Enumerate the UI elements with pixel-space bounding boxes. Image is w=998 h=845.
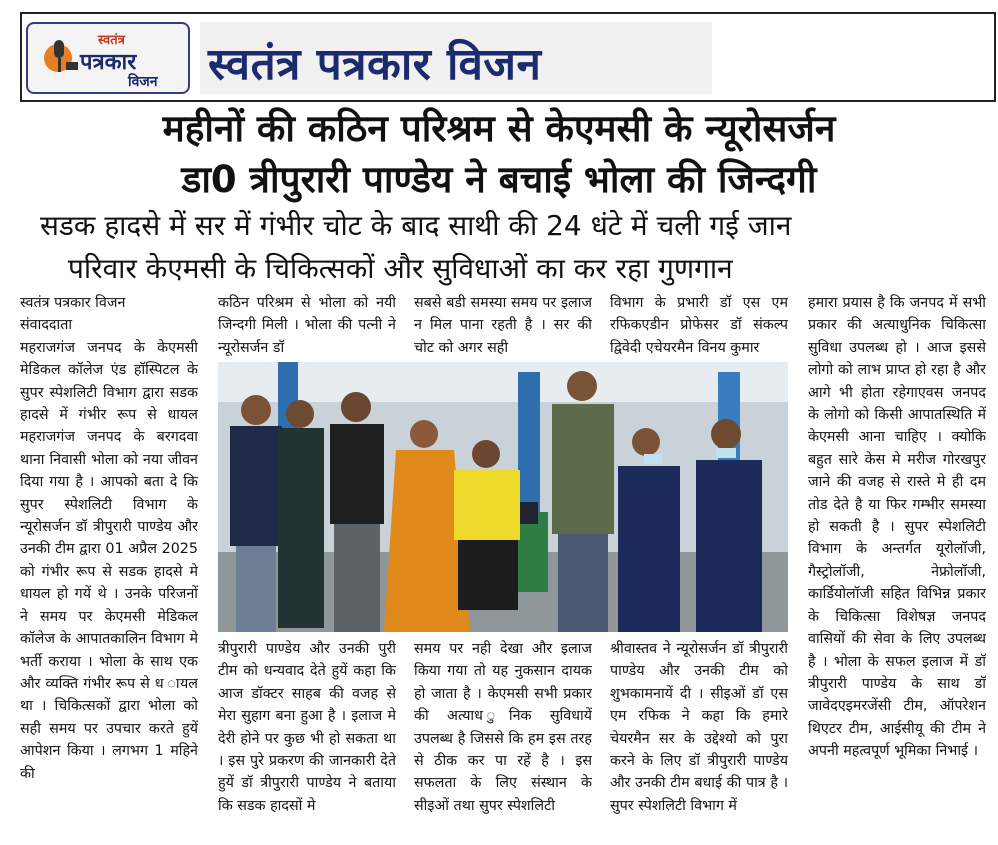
column-4-bottom-text: श्रीवास्तव ने न्यूरोसर्जन डॉ त्रीपुरारी पाण्डेय और उनकी टीम को शुभकामनायें दी । सीइओं डॉ एस एम रफिक ने कहा कि हमारे चेयरमैन सर के उद्देश्यो को पुरा करने के लिए डॉ त्रीपुरारी पाण्डेय और उनकी टीम बधाई की पात्र है । सुपर स्पेशलिटी विभाग में (610, 641, 788, 814)
logo-text-main: पत्रकार (80, 50, 137, 75)
article-column-3-bottom (414, 638, 592, 840)
article-column-4-bottom (610, 638, 788, 840)
masthead-title: स्वतंत्र पत्रकार विजन (208, 39, 542, 90)
column-2-bottom-text: त्रीपुरारी पाण्डेय और उनकी पुरी टीम को धन्यवाद देते हुयें कहा कि आज डॉक्टर साहब की वजह से मेरा सुहाग बना हुआ है । इलाज मे देरी होने पर कुछ भी हो सकता था । इस पुरे प्रकरण की जानकारी देते हुयें डॉ त्रीपुरारी पाण्डेय ने बताया कि सडक हादसों मे (218, 641, 396, 814)
article-column-5 (808, 292, 986, 840)
logo-text-top: स्वतंत्र (98, 33, 125, 48)
article-column-3-top (414, 292, 592, 360)
hospital-group-photo (218, 362, 788, 632)
microphone-icon (40, 36, 80, 76)
article-column-1 (20, 292, 198, 840)
logo-text-bottom: विजन (128, 74, 158, 90)
publication-logo (26, 22, 190, 94)
column-2-top-text: कठिन परिश्रम से भोला को नयी जिन्दगी मिली । भोला की पत्नी ने न्यूरोसर्जन डॉ (218, 295, 396, 356)
person-3-stethoscope (330, 392, 384, 632)
subheadline-line-2: परिवार केएमसी के चिकित्सकों और सुविधाओं का कर रहा गुणगान (68, 252, 733, 285)
article-column-2-top (218, 292, 396, 360)
headline-line-1: महीनों की कठिन परिश्रम से केएमसी के न्यूरोसर्जन (162, 107, 836, 150)
person-green-shirt (552, 371, 614, 632)
byline-publication: स्वतंत्र पत्रकार विजन (20, 295, 126, 311)
column-3-top-text: सबसे बडी समस्या समय पर इलाज न मिल पाना रहती है । सर की चोट को अगर सही (414, 295, 592, 356)
subheadline-line-1: सडक हादसे में सर में गंभीर चोट के बाद साथी की 24 धंटे में चली गई जान (40, 209, 792, 242)
column-1-text: महराजगंज जनपद के केएमसी मेडिकल कॉलेज एंड हॉस्पिटल के सुपर स्पेशलिटी विभाग द्वारा सडक हादसे में गंभीर रूप से धायल महराजगंज जनपद के बरगदवा थाना निवासी भोला को नया जीवन दिया गया है । आपको बता दे कि सुपर स्पेशलिटी विभाग के न्यूरोसर्जन डॉ त्रीपुरारी पाण्डेय और उनकी टीम द्वारा 01 अप्रैल 2025 को गंभीर रूप से सडक हादसे मे धायल हो गयें थे । उनके परिजनों ने समय पर केएमसी मेडिकल कॉलेज के आपातकालिन विभाग मे भर्ती कराया । भोला के साथ एक और व्यक्ति गंभीर रूप से ध ायल था । चिकित्सकों द्वारा भोला को सही समय पर उपचार करते हुयें आपेशन किया । लगभग 1 महिने की (20, 339, 198, 782)
person-1 (230, 395, 282, 632)
article-column-4-top (610, 292, 788, 360)
byline-role: संवाददाता (20, 317, 73, 334)
column-4-top-text: विभाग के प्रभारी डॉ एस एम रफिकएडीन प्रोफेसर डॉ संकल्प द्विवेदी एचेयरमैन विनय कुमार (610, 295, 788, 356)
column-3-bottom-text: समय पर नही देखा और इलाज किया गया तो यह नुकसान दायक हो जाता है । केएमसी सभी प्रकार की अत्याध ुनिक सुविधायें उपलब्ध है जिससे कि हम इस तरह से ठीक कर पा रहें है । इस सफलता के लिए संस्थान के सीइओं तथा सुपर स्पेशलिटी (414, 641, 592, 814)
headline-line-2: डा0 त्रीपुरारी पाण्डेय ने बचाई भोला की जिन्दगी (181, 158, 817, 201)
masthead-banner (200, 22, 712, 94)
article-column-2-bottom (218, 638, 396, 840)
person-2 (278, 400, 324, 628)
column-5-text: हमारा प्रयास है कि जनपद में सभी प्रकार की अत्याधुनिक चिकित्सा सुविधा उपलब्ध हो । आज इससे लोगो को लाभ प्राप्त हो रहा है और आगे भी होता रहेगाएवस जनपद के लोगो को किसी आपातस्थिति में केएमसी आना चाहिए । क्योकि बहुत सारे केस मे मरीज गोरखपुर जाने की वजह से रास्ते मे ही दम तोड देते है या फिर गम्भीर समस्या हो सकती है । सुपर स्पेशलिटी विभाग के अन्तर्गत यूरोलॉजी, गैस्ट्रोलॉजी, नेफ्रोलॉजी, कार्डियोलॉजी सहित विभिन्न प्रकार के चिकित्सा विशेषज्ञ जनपद वासियों की सेवा के लिए उपलब्ध है । भोला के सफल इलाज में डॉ त्रीपुरारी पाण्डेय के साथ डॉ जावेदएइमरजेंसी टीम, ऑपरेशन थिएटर टीम, आईसीयू की टीम ने अपनी महत्वपूर्ण भूमिका निभाई । (808, 295, 986, 760)
